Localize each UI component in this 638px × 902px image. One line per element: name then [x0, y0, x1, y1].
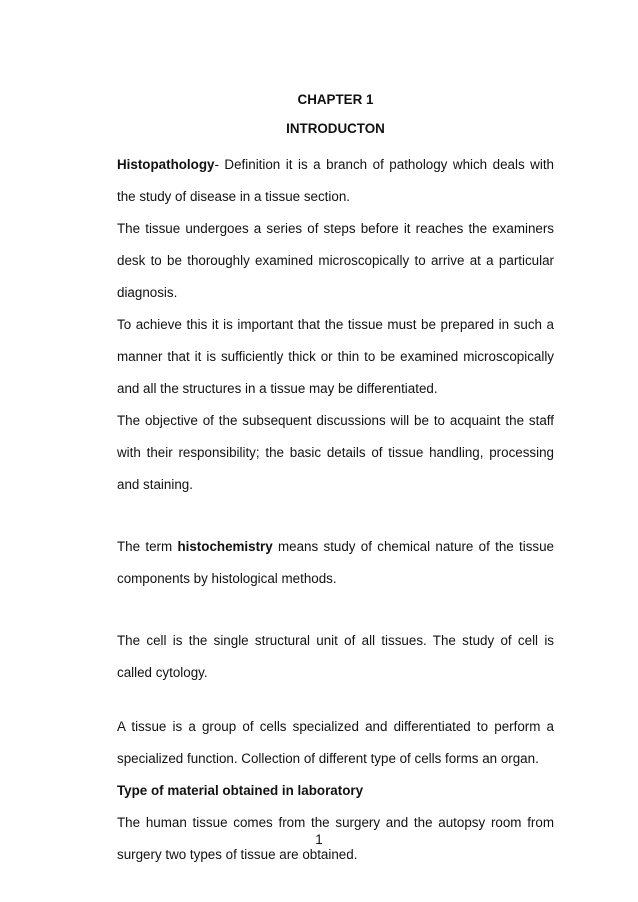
page-content	[117, 92, 554, 871]
paragraph-tissue-preparation: To achieve this it is important that the tissue must be prepared in such a manner that it is sufficiently thick or thin to be examined microscopically and all the structures in a tissue may be differentiated.	[117, 317, 554, 396]
term-histochemistry: histochemistry	[177, 539, 273, 554]
chapter-title: INTRODUCTON	[286, 121, 385, 136]
paragraph-objective: The objective of the subsequent discussions will be to acquaint the staff with their responsibility; the basic details of tissue handling, processing and staining.	[117, 413, 554, 492]
term-histopathology: Histopathology	[117, 157, 215, 172]
paragraph-histochemistry	[117, 531, 554, 595]
paragraph-histopathology	[117, 149, 554, 213]
paragraph-text: - Definition it is a branch of pathology which deals with the study of disease in a tissue section.	[117, 157, 554, 204]
paragraph-cell: The cell is the single structural unit of all tissues. The study of cell is called cytology.	[117, 633, 554, 680]
chapter-heading: CHAPTER 1	[297, 92, 374, 107]
section-heading: Type of material obtained in laboratory	[117, 783, 364, 798]
paragraph-tissue-definition: A tissue is a group of cells specialized and differentiated to perform a specialized function. Collection of different type of cells forms an organ.	[117, 719, 554, 766]
paragraph-tissue-steps: The tissue undergoes a series of steps before it reaches the examiners desk to be thoroughly examined microscopically to arrive at a particular diagnosis.	[117, 221, 554, 300]
paragraph-text: The term	[117, 539, 178, 554]
paragraph-human-tissue: The human tissue comes from the surgery and the autopsy room from surgery two types of tissue are obtained.	[117, 815, 554, 862]
page-number: 1	[315, 832, 323, 847]
paragraph-text: means study of chemical nature of the tissue components by histological methods.	[117, 539, 555, 586]
